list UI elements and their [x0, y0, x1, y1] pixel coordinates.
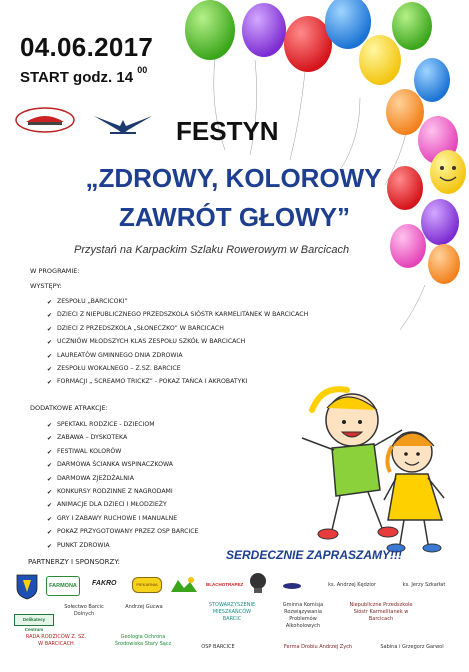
check-icon: ✔	[47, 529, 53, 537]
fakro-logo: FAKRO	[92, 580, 117, 587]
geologia-logo-icon	[170, 576, 198, 594]
balloon-red	[284, 16, 332, 72]
list-item: ✔ LAUREATÓW GMINNEGO DNIA ZDROWIA	[47, 351, 183, 360]
check-icon: ✔	[47, 422, 53, 429]
event-location: Przystań na Karpackim Szlaku Rowerowym w Barcicach	[74, 244, 350, 256]
coat-of-arms-icon	[16, 574, 38, 600]
check-icon: ✔	[47, 435, 53, 443]
list-item: ✔ ZESPOŁU WOKALNEGO – Z.SZ. BARCICE	[47, 364, 181, 373]
check-icon: ✔	[47, 339, 53, 347]
balloon-blue-2	[414, 58, 450, 102]
performances-list	[47, 297, 308, 391]
invitation-text: SERDECZNIE ZAPRASZAMY!!!	[226, 548, 402, 562]
list-item: ✔ FESTIWAL KOLORÓW	[47, 447, 122, 456]
headline-line-2: ZAWRÓT GŁOWY”	[118, 202, 351, 232]
check-icon: ✔	[47, 475, 53, 483]
check-icon: ✔	[47, 448, 53, 456]
partners-heading: PARTNERZY I SPONSORZY:	[28, 558, 121, 566]
list-item: ✔ SPEKTAKL RODZICE - DZIECIOM	[47, 421, 155, 429]
check-icon: ✔	[47, 488, 53, 496]
list-item: ✔ DZIECI Z PRZEDSZKOLA „SŁONECZKO” W BARCICACH	[47, 324, 224, 333]
balloon-yellow	[359, 35, 401, 85]
balloon-green	[185, 0, 235, 60]
start-time	[20, 65, 148, 86]
list-item: ✔ ZABAWA – DYSKOTEKA	[47, 434, 128, 443]
program-heading: W PROGRAMIE:	[30, 267, 80, 275]
check-icon: ✔	[47, 325, 53, 333]
extras-heading: DODATKOWE ATRAKCJE:	[30, 404, 108, 412]
check-icon: ✔	[47, 462, 53, 470]
headline-line-1: „ZDROWY, KOLOROWY	[85, 163, 382, 193]
small-brand-logo-icon	[282, 582, 302, 590]
delikatesy-logo: Delikatesy Centrum	[14, 614, 54, 626]
balloon-pink	[418, 116, 458, 164]
check-icon: ✔	[47, 379, 53, 387]
farmona-logo: FARMONA	[46, 576, 80, 596]
sponsor-rada-rodzicow: RADA RODZICÓW Z. SZ. W BARCICACH	[25, 634, 87, 647]
event-date: 04.06.2017	[20, 32, 154, 62]
kids-illustration	[292, 380, 452, 560]
piekarnia-logo: PIEKARNIA	[132, 577, 162, 593]
extras-list	[47, 420, 198, 554]
list-item: ✔ UCZNIÓW MŁODSZYCH KLAS ZESPOŁU SZKÓŁ W BARCICACH	[47, 338, 246, 347]
balloon-green-2	[392, 2, 432, 50]
list-item: ✔ ZESPOŁU „BARCICOKI”	[47, 298, 128, 306]
sponsor-stowarzyszenie: STOWARZYSZENIE MIESZKAŃCÓW BARCIC	[208, 602, 256, 622]
sponsor-andrzej-kedzior: ks. Andrzej Kędzior	[328, 582, 376, 588]
list-item: ✔ POKAZ PRZYGOTOWANY PRZEZ OSP BARCICE	[47, 528, 199, 537]
sponsor-komisja: Gminna Komisja Rozwiązywania Problemów Alkoholowych	[282, 602, 324, 629]
list-item: ✔ PUNKT ZDROWIA	[47, 541, 110, 550]
sponsor-geologia: Geologia Ochrona Środowiska Stary Sącz	[114, 634, 172, 647]
balloon-blue	[325, 0, 371, 49]
check-icon: ✔	[47, 515, 53, 523]
check-icon: ✔	[47, 299, 53, 306]
sponsor-sabina-garwol: Sabina i Grzegorz Garwol	[380, 644, 444, 650]
performances-heading: WYSTĘPY:	[30, 282, 62, 290]
list-item: ✔ DZIECI Z NIEPUBLICZNEGO PRZEDSZKOLA SIÓSTR KARMELITANEK W BARCICACH	[47, 311, 309, 320]
balloon-orange-2	[428, 244, 460, 284]
list-item: ✔ KONKURSY RODZINNE Z NAGRODAMI	[47, 487, 173, 496]
check-icon: ✔	[47, 502, 53, 510]
check-icon: ✔	[47, 365, 53, 373]
sponsor-andrzej-gucwa: Andrzej Gucwa	[125, 604, 163, 610]
festyn-title: FESTYN	[176, 116, 279, 146]
firefighter-emblem-icon	[249, 572, 267, 594]
organizer-logo	[14, 106, 76, 134]
sponsor-solectwo: Sołectwo Barcic Dolnych	[64, 604, 104, 617]
list-item: ✔ GRY I ZABAWY RUCHOWE I MANUALNE	[47, 514, 178, 523]
blachotrapez-logo: BLACHOTRAPEZ	[206, 582, 244, 587]
sponsor-osp: OSP BARCICE	[201, 644, 235, 650]
sponsor-ferma: Ferma Drobiu Andrzej Zych	[283, 644, 353, 650]
balloon-purple	[242, 3, 286, 57]
list-item: ✔ FORMACJI „ SCREAMO TRICKZ” - POKAZ TAŃCA I AKROBATYKI	[47, 378, 248, 387]
check-icon: ✔	[47, 312, 53, 320]
sponsor-jerzy-szkarlat: ks. Jerzy Szkarłat	[402, 582, 446, 588]
list-item: ✔ ANIMACJE DLA DZIECI I MŁODZIEŻY	[47, 501, 167, 510]
start-time-minutes: 00	[137, 65, 148, 75]
list-item: ✔ DARMOWA ZJEŻDŻALNIA	[47, 474, 134, 483]
start-time-label: START godz. 14	[20, 69, 134, 86]
check-icon: ✔	[47, 352, 53, 360]
list-item: ✔ DARMOWA ŚCIANKA WSPINACZKOWA	[47, 461, 173, 470]
sponsor-przedszkole: Niepubliczne Przedszkole Sióstr Karmelitanek w Barcicach	[349, 602, 413, 622]
balloon-orange	[386, 89, 424, 135]
eagle-logo	[92, 108, 154, 136]
check-icon: ✔	[47, 542, 53, 550]
